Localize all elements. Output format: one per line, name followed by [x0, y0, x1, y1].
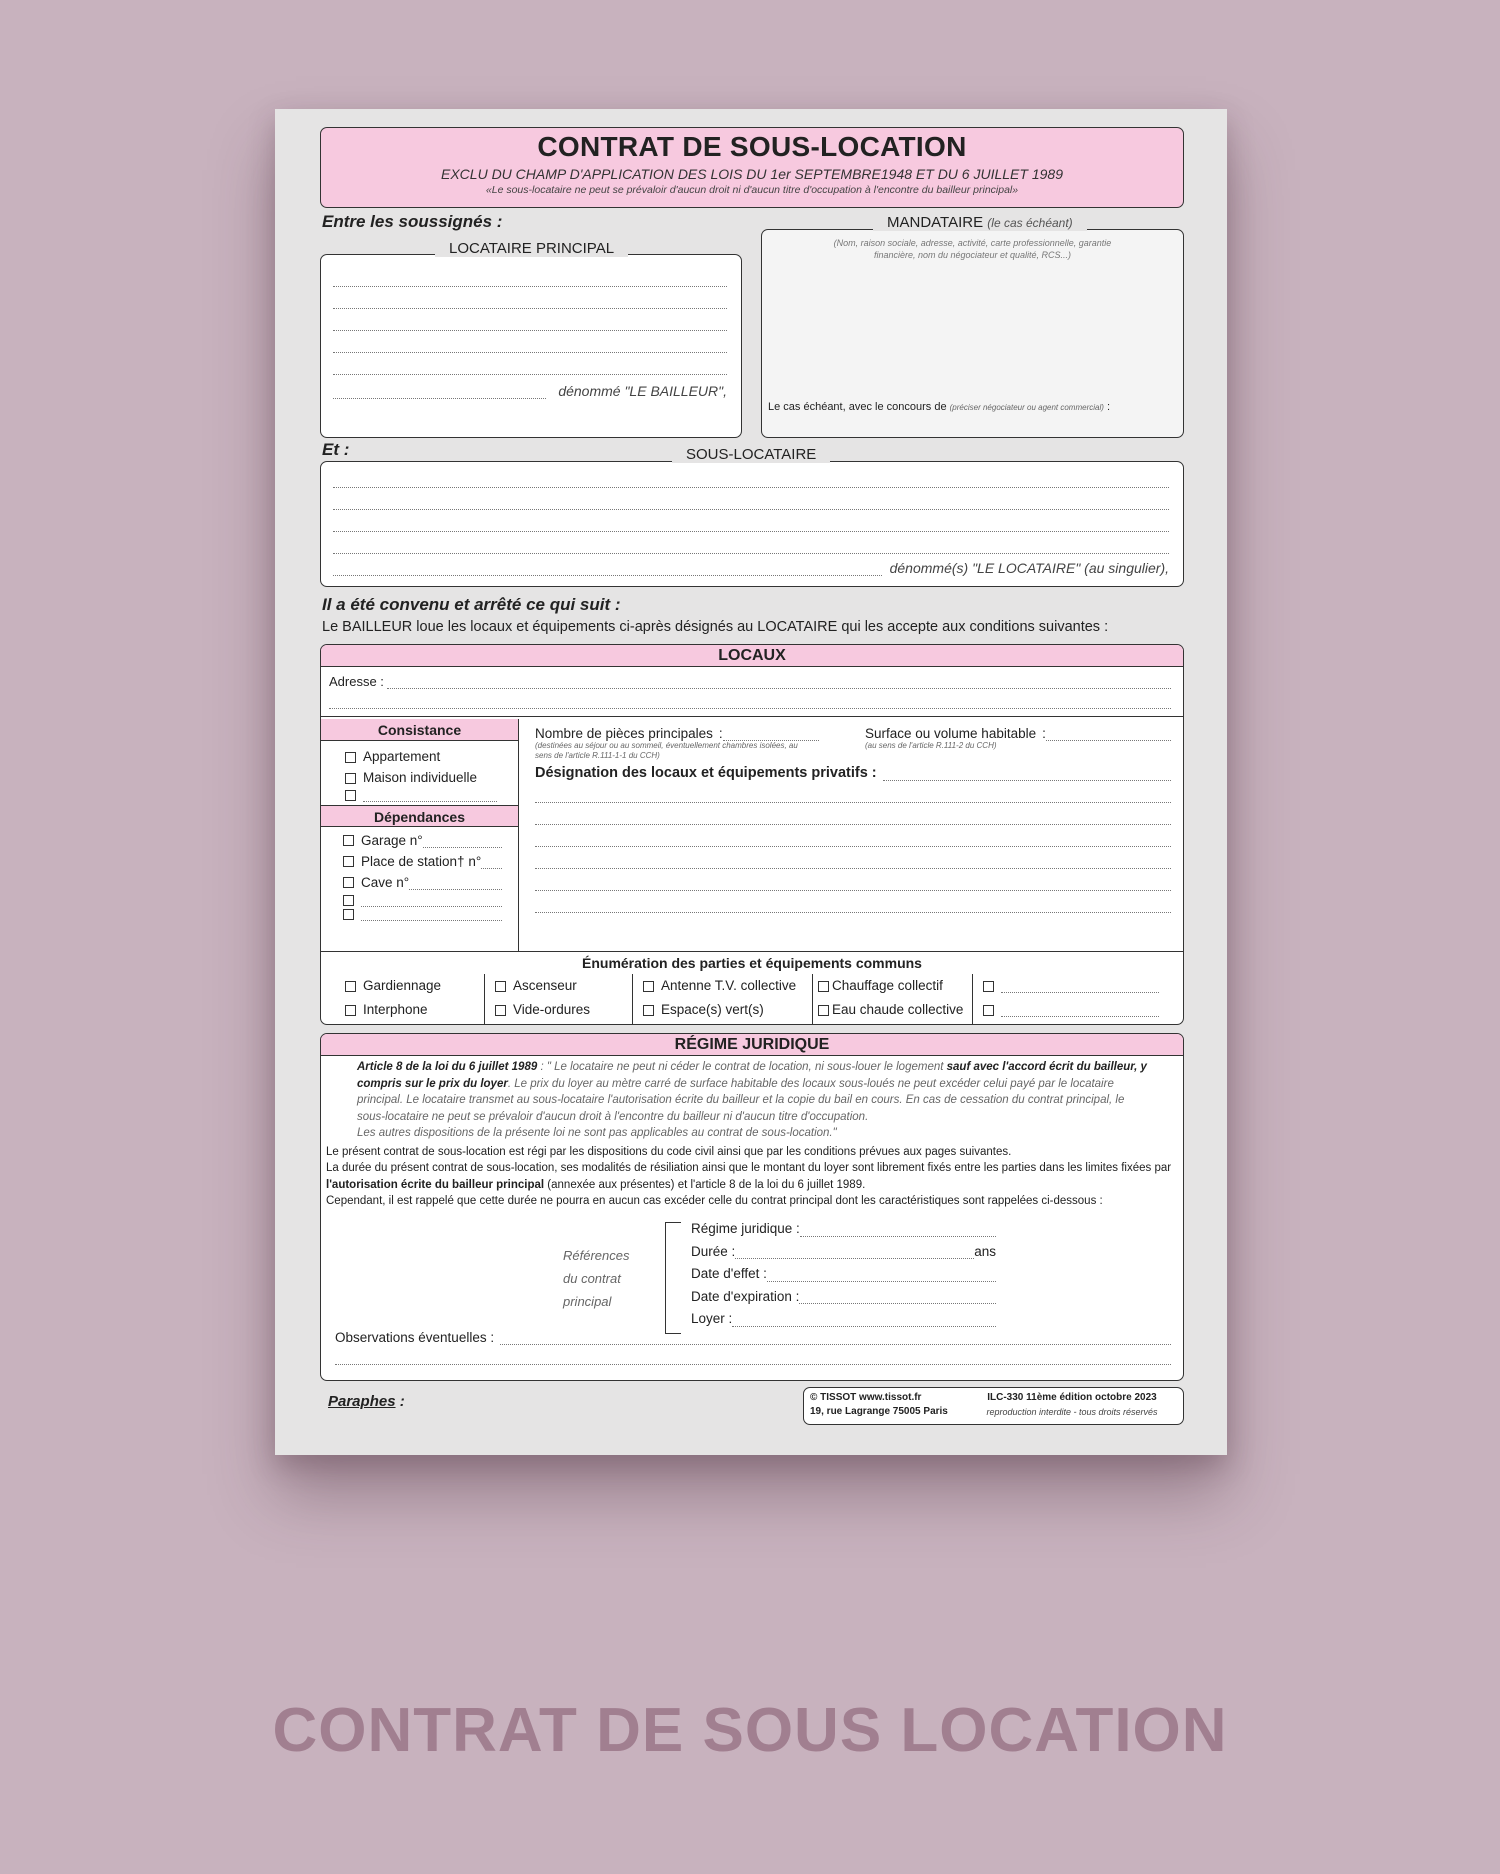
surface-input[interactable] — [1046, 727, 1171, 741]
pieces-input[interactable] — [723, 727, 819, 741]
input-line[interactable] — [333, 353, 727, 375]
checkbox[interactable] — [343, 909, 354, 920]
ref-field: Date d'effet : — [691, 1263, 996, 1286]
regime-paragraphs: Le présent contrat de sous-location est régi par les dispositions du code civil ainsi que par les conditions prévues aux pages suivantes. La durée du présent contrat de sous-location, ses modalités de résiliation ainsi que le montant du loyer sont librement fixés entre les parties dans les limites fixées par l'autorisation écrite du bailleur principal (annexée aux présentes) et l'article 8 de la loi du 6 juillet 1989. Cependant, il est rappelé que cette durée ne pourra en aucun cas excéder celle du contrat principal dont les caractéristiques sont rappelées ci-dessous : — [326, 1145, 1172, 1207]
refs-fields — [691, 1218, 996, 1331]
refs-bracket — [665, 1222, 681, 1334]
dependances-title: Dépendances — [321, 805, 518, 827]
input-line[interactable] — [333, 466, 1169, 488]
observations-input-2[interactable] — [335, 1345, 1171, 1365]
checkbox[interactable] — [345, 773, 356, 784]
ref-field: Régime juridique : — [691, 1218, 996, 1241]
input-line[interactable] — [333, 381, 546, 399]
other-input[interactable] — [361, 893, 502, 907]
checkbox[interactable] — [983, 981, 994, 992]
commun-item[interactable]: Vide-ordures — [495, 998, 632, 1022]
consistance-item[interactable]: Appartement — [345, 746, 518, 767]
agent-label: MANDATAIRE — [887, 214, 984, 231]
checkbox[interactable] — [818, 1005, 829, 1016]
ref-field: Durée : ans — [691, 1243, 996, 1259]
input-line[interactable] — [333, 309, 727, 331]
commun-item[interactable]: Chauffage collectif — [818, 974, 972, 998]
input-line[interactable] — [333, 532, 1169, 554]
garage-input[interactable] — [423, 834, 502, 848]
agent-label-wrap — [873, 214, 1087, 231]
checkbox[interactable] — [343, 895, 354, 906]
input-line[interactable] — [535, 891, 1171, 913]
surface-note: (au sens de l'article R.111-2 du CCH) — [865, 741, 997, 750]
header-box — [320, 127, 1184, 208]
designation-area: Nombre de pièces principales : (destinées au séjour ou au sommeil, éventuellement chambres isolées, au sens de l'article R.111-1-1 du CCH) Surface ou volume habitable : (au sens de l'article R.111-2 du CCH) Désignation des locaux et équipements privatifs : — [519, 719, 1183, 951]
caption: CONTRAT DE SOUS LOCATION — [272, 1696, 1228, 1765]
agent-concours-note: (préciser négociateur ou agent commercial) — [949, 403, 1104, 412]
other-input[interactable] — [361, 907, 502, 921]
locaux-box — [320, 644, 1184, 1025]
input-line[interactable] — [333, 488, 1169, 510]
checkbox[interactable] — [345, 981, 356, 992]
input-line[interactable] — [535, 847, 1171, 869]
checkbox[interactable] — [983, 1005, 994, 1016]
ref-input[interactable] — [767, 1268, 996, 1282]
ref-input[interactable] — [800, 1223, 996, 1237]
publisher-box — [803, 1387, 1184, 1425]
locataire-suffix: dénommé(s) "LE LOCATAIRE" (au singulier), — [889, 560, 1169, 576]
agreement-text: Le BAILLEUR loue les locaux et équipements ci-après désignés au LOCATAIRE qui les accepte aux conditions suivantes : — [322, 619, 1109, 635]
agent-label-note: (le cas échéant) — [987, 216, 1073, 230]
bailleur-suffix: dénommé "LE BAILLEUR", — [558, 383, 727, 399]
and-label: Et : — [322, 440, 350, 459]
agreement-heading: Il a été convenu et arrêté ce qui suit : — [322, 595, 621, 614]
dependance-item-other[interactable] — [343, 893, 518, 907]
checkbox[interactable] — [643, 1005, 654, 1016]
observations-input[interactable] — [500, 1331, 1171, 1345]
checkbox[interactable] — [818, 981, 829, 992]
station-input[interactable] — [481, 855, 502, 869]
checkbox[interactable] — [345, 1005, 356, 1016]
cave-input[interactable] — [409, 876, 502, 890]
observations — [335, 1330, 1171, 1365]
paraphes: Paraphes : — [328, 1393, 405, 1410]
main-tenant-box — [320, 254, 742, 438]
form-reference: ILC-330 11ème édition octobre 2023 reproduction interdite - tous droits réservés — [986, 1392, 1158, 1417]
surface-label: Surface ou volume habitable — [865, 726, 1037, 741]
input-line[interactable] — [535, 825, 1171, 847]
communs-section — [321, 951, 1183, 1025]
commun-item[interactable]: Interphone — [345, 998, 484, 1022]
dependance-item[interactable]: Garage n° — [343, 830, 518, 851]
checkbox[interactable] — [343, 877, 354, 888]
input-line[interactable] — [333, 265, 727, 287]
other-input[interactable] — [1001, 1003, 1159, 1017]
consistance-title: Consistance — [321, 719, 518, 741]
dependance-item[interactable]: Place de station† n° — [343, 851, 518, 872]
checkbox[interactable] — [495, 981, 506, 992]
refs-label: Références du contrat principal — [563, 1248, 630, 1309]
address-input-2[interactable] — [329, 689, 1171, 709]
ref-field: Loyer : — [691, 1308, 996, 1331]
subtitle: EXCLU DU CHAMP D'APPLICATION DES LOIS DU 1er SEPTEMBRE1948 ET DU 6 JUILLET 1989 — [441, 166, 1063, 182]
regime-title: RÉGIME JURIDIQUE — [321, 1034, 1183, 1056]
checkbox[interactable] — [643, 981, 654, 992]
agent-box — [761, 229, 1184, 438]
checkbox[interactable] — [343, 835, 354, 846]
commun-item[interactable]: Espace(s) vert(s) — [643, 998, 812, 1022]
checkbox[interactable] — [495, 1005, 506, 1016]
checkbox[interactable] — [345, 790, 356, 801]
publisher-info: © TISSOT www.tissot.fr 19, rue Lagrange 75005 Paris — [810, 1392, 948, 1417]
between-label: Entre les soussignés : — [322, 212, 503, 231]
checkbox[interactable] — [343, 856, 354, 867]
commun-item[interactable]: Eau chaude collective — [818, 998, 972, 1022]
ref-input[interactable] — [799, 1290, 996, 1304]
commun-item-other[interactable] — [983, 974, 1159, 998]
address-label: Adresse : — [329, 674, 384, 689]
subtenant-box — [320, 461, 1184, 587]
article-8-quote: Article 8 de la loi du 6 juillet 1989 : " Le locataire ne peut ni céder le contrat de location, ni sous-louer le logement sauf avec l'accord écrit du bailleur, y compris sur le prix du loyer. Le prix du loyer au mètre carré de surface habitable des locaux sous-loués ne peut excéder celui payé par le locataire principal. Le locataire transmet au sous-locataire l'autorisation écrite du bailleur et la copie du bail en cours. En cas de cessation du contrat principal, le sous-locataire ne peut se prévaloir d'aucun droit à l'encontre du bailleur ni d'aucun titre d'occupation. Les autres dispositions de la présente loi ne sont pas applicables au contrat de sous-location." — [357, 1061, 1147, 1139]
other-input[interactable] — [363, 788, 497, 802]
document-sheet — [275, 109, 1227, 1455]
designation-input[interactable] — [883, 767, 1171, 781]
locaux-title: LOCAUX — [321, 645, 1183, 667]
agent-help: (Nom, raison sociale, adresse, activité, carte professionnelle, garantie financière, nom du négociateur et qualité, RCS...) — [833, 238, 1112, 260]
dependance-item-other[interactable] — [343, 907, 518, 921]
input-line[interactable] — [535, 869, 1171, 891]
regime-box — [320, 1033, 1184, 1381]
commun-item-other[interactable] — [983, 998, 1159, 1022]
checkbox[interactable] — [345, 752, 356, 763]
commun-item[interactable]: Ascenseur — [495, 974, 632, 998]
communs-title: Énumération des parties et équipements communs — [582, 955, 922, 971]
pieces-note: (destinées au séjour ou au sommeil, éventuellement chambres isolées, au sens de l'article R.111-1-1 du CCH) — [535, 741, 798, 760]
input-line[interactable] — [535, 781, 1171, 803]
designation-label: Désignation des locaux et équipements privatifs : — [535, 765, 877, 781]
consistance-item-other[interactable] — [345, 788, 518, 802]
agent-concours-line: Le cas échéant, avec le concours de (préciser négociateur ou agent commercial) : — [768, 401, 1111, 413]
input-line[interactable] — [333, 560, 882, 576]
dependance-item[interactable]: Cave n° — [343, 872, 518, 893]
consistance-column — [321, 719, 519, 951]
ref-input[interactable] — [735, 1245, 974, 1259]
input-line[interactable] — [333, 287, 727, 309]
address-input[interactable] — [387, 673, 1171, 689]
input-line[interactable] — [333, 331, 727, 353]
ref-input[interactable] — [732, 1313, 996, 1327]
other-input[interactable] — [1001, 979, 1159, 993]
input-line[interactable] — [333, 510, 1169, 532]
page-title: CONTRAT DE SOUS-LOCATION — [537, 131, 967, 162]
input-line[interactable] — [535, 803, 1171, 825]
ref-field: Date d'expiration : — [691, 1286, 996, 1309]
subtenant-label: SOUS-LOCATAIRE — [672, 446, 830, 463]
observations-label: Observations éventuelles : — [335, 1330, 495, 1345]
commun-item[interactable]: Antenne T.V. collective — [643, 974, 812, 998]
consistance-item[interactable]: Maison individuelle — [345, 767, 518, 788]
header-note: «Le sous-locataire ne peut se prévaloir d'aucun droit ni d'aucun titre d'occupation à l'encontre du bailleur principal» — [485, 184, 1019, 196]
agent-concours: Le cas échéant, avec le concours de — [768, 401, 947, 413]
pieces-label: Nombre de pièces principales — [535, 726, 713, 741]
main-tenant-label: LOCATAIRE PRINCIPAL — [435, 240, 628, 257]
commun-item[interactable]: Gardiennage — [345, 974, 484, 998]
